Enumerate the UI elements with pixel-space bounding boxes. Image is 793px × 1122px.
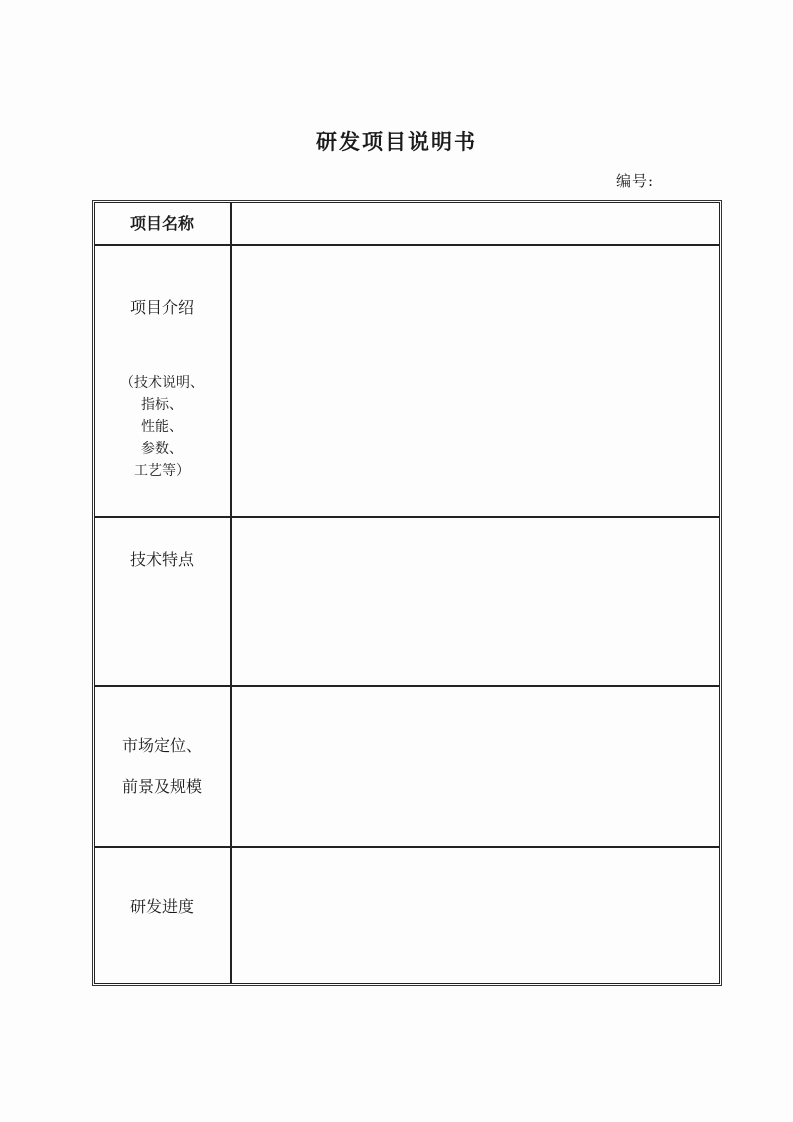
table-column-divider [230,202,232,984]
row-label-rd-progress: 研发进度 [129,897,194,916]
document-title: 研发项目说明书 [316,129,477,154]
table-row-divider [94,516,720,518]
table-row-divider [94,846,720,848]
row-note-project-intro [94,372,230,482]
note-line: 参数、 [141,441,183,457]
row-label-market-line2: 前景及规模 [121,777,202,796]
row-label-project-name: 项目名称 [129,214,194,233]
note-line: 性能、 [141,419,183,435]
table-inner-border [94,202,720,984]
table-row-divider [94,244,720,246]
row-label-market-line1: 市场定位、 [121,736,202,755]
document-number-label: 编号: [616,172,655,190]
row-label-tech-features: 技术特点 [129,550,194,569]
table-row-divider [94,685,720,687]
note-line: （技术说明、 [120,375,204,391]
note-line: 工艺等） [134,463,190,479]
note-line: 指标、 [141,397,183,413]
row-label-project-intro: 项目介绍 [129,298,194,317]
